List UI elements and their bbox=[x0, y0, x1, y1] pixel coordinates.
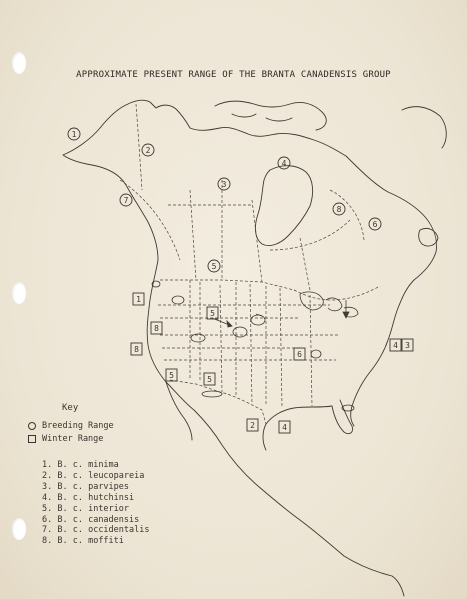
border-states-2 bbox=[160, 282, 300, 406]
coastline-baja bbox=[166, 382, 192, 440]
breeding-marker-6 bbox=[369, 218, 381, 230]
species-item: 5. B. c. interior bbox=[42, 503, 130, 514]
svg-text:5: 5 bbox=[210, 309, 215, 318]
legend-winter bbox=[28, 433, 103, 445]
winter-markers bbox=[131, 293, 413, 433]
border-us-canada bbox=[160, 280, 380, 300]
legend-breeding-label: Breeding Range bbox=[42, 421, 114, 431]
breeding-oval-c bbox=[251, 315, 265, 325]
svg-text:8: 8 bbox=[134, 345, 139, 354]
breeding-symbol-icon bbox=[28, 422, 36, 430]
svg-text:3: 3 bbox=[221, 180, 227, 189]
winter-marker-7 bbox=[294, 348, 305, 360]
species-item: 3. B. c. parvipes bbox=[42, 481, 130, 492]
winter-marker-3 bbox=[131, 343, 142, 355]
svg-text:8: 8 bbox=[154, 324, 159, 333]
breeding-marker-7 bbox=[120, 194, 132, 206]
coastline-arctic bbox=[190, 127, 346, 156]
great-lakes bbox=[300, 292, 358, 317]
winter-marker-9 bbox=[402, 339, 413, 351]
winter-marker-11 bbox=[279, 421, 290, 433]
breeding-oval-f bbox=[202, 391, 222, 397]
svg-text:3: 3 bbox=[405, 341, 410, 350]
gulf-coast bbox=[263, 406, 332, 450]
breeding-marker-2 bbox=[142, 144, 154, 156]
winter-symbol-icon bbox=[28, 435, 36, 443]
svg-text:8: 8 bbox=[336, 205, 342, 214]
svg-text:4: 4 bbox=[281, 159, 287, 168]
breeding-marker-8 bbox=[333, 203, 345, 215]
breeding-marker-3 bbox=[218, 178, 230, 190]
svg-text:5: 5 bbox=[169, 371, 174, 380]
svg-text:6: 6 bbox=[297, 350, 302, 359]
breeding-oval-b bbox=[233, 327, 247, 337]
arrowhead-1 bbox=[227, 321, 232, 327]
species-item: 1. B. c. minima bbox=[42, 460, 119, 470]
winter-marker-10 bbox=[247, 419, 258, 431]
breeding-oval-e bbox=[311, 350, 321, 358]
winter-marker-1 bbox=[133, 293, 144, 305]
svg-text:4: 4 bbox=[393, 341, 398, 350]
border-alaska bbox=[136, 104, 142, 190]
svg-text:2: 2 bbox=[145, 146, 151, 155]
breeding-marker-1 bbox=[68, 128, 80, 140]
winter-marker-8 bbox=[390, 339, 401, 351]
legend-winter-label: Winter Range bbox=[42, 434, 104, 444]
species-item: 4. B. c. hutchinsi bbox=[42, 492, 135, 503]
breeding-marker-5 bbox=[208, 260, 220, 272]
breeding-oval-a bbox=[172, 296, 184, 304]
species-item: 8. B. c. moffiti bbox=[42, 536, 124, 547]
species-item: 7. B. c. occidentalis bbox=[42, 525, 150, 536]
newfoundland bbox=[419, 228, 438, 246]
svg-text:1: 1 bbox=[136, 295, 141, 304]
svg-text:4: 4 bbox=[282, 423, 287, 432]
hudson-bay bbox=[255, 166, 312, 246]
svg-text:5: 5 bbox=[207, 375, 212, 384]
species-list bbox=[42, 460, 150, 547]
key-heading: Key bbox=[62, 403, 79, 413]
breeding-oval-g bbox=[342, 405, 354, 411]
legend-breeding bbox=[28, 420, 114, 432]
arctic-islands bbox=[215, 101, 326, 130]
winter-marker-5 bbox=[166, 369, 177, 381]
species-item: 2. B. c. leucopareia bbox=[42, 470, 145, 481]
coastline-east bbox=[346, 156, 437, 426]
border-states-1 bbox=[158, 280, 340, 408]
svg-text:6: 6 bbox=[372, 220, 378, 229]
winter-marker-2 bbox=[151, 322, 162, 334]
svg-text:7: 7 bbox=[123, 196, 129, 205]
greenland-edge bbox=[402, 107, 446, 148]
winter-marker-6 bbox=[204, 373, 215, 385]
breeding-marker-4 bbox=[278, 157, 290, 169]
winter-marker-4 bbox=[207, 307, 218, 319]
svg-text:2: 2 bbox=[250, 421, 255, 430]
svg-text:1: 1 bbox=[71, 130, 77, 139]
map-title: APPROXIMATE PRESENT RANGE OF THE BRANTA CANADENSIS GROUP bbox=[76, 70, 391, 80]
species-item: 6. B. c. canadensis bbox=[42, 514, 140, 525]
svg-text:5: 5 bbox=[211, 262, 217, 271]
